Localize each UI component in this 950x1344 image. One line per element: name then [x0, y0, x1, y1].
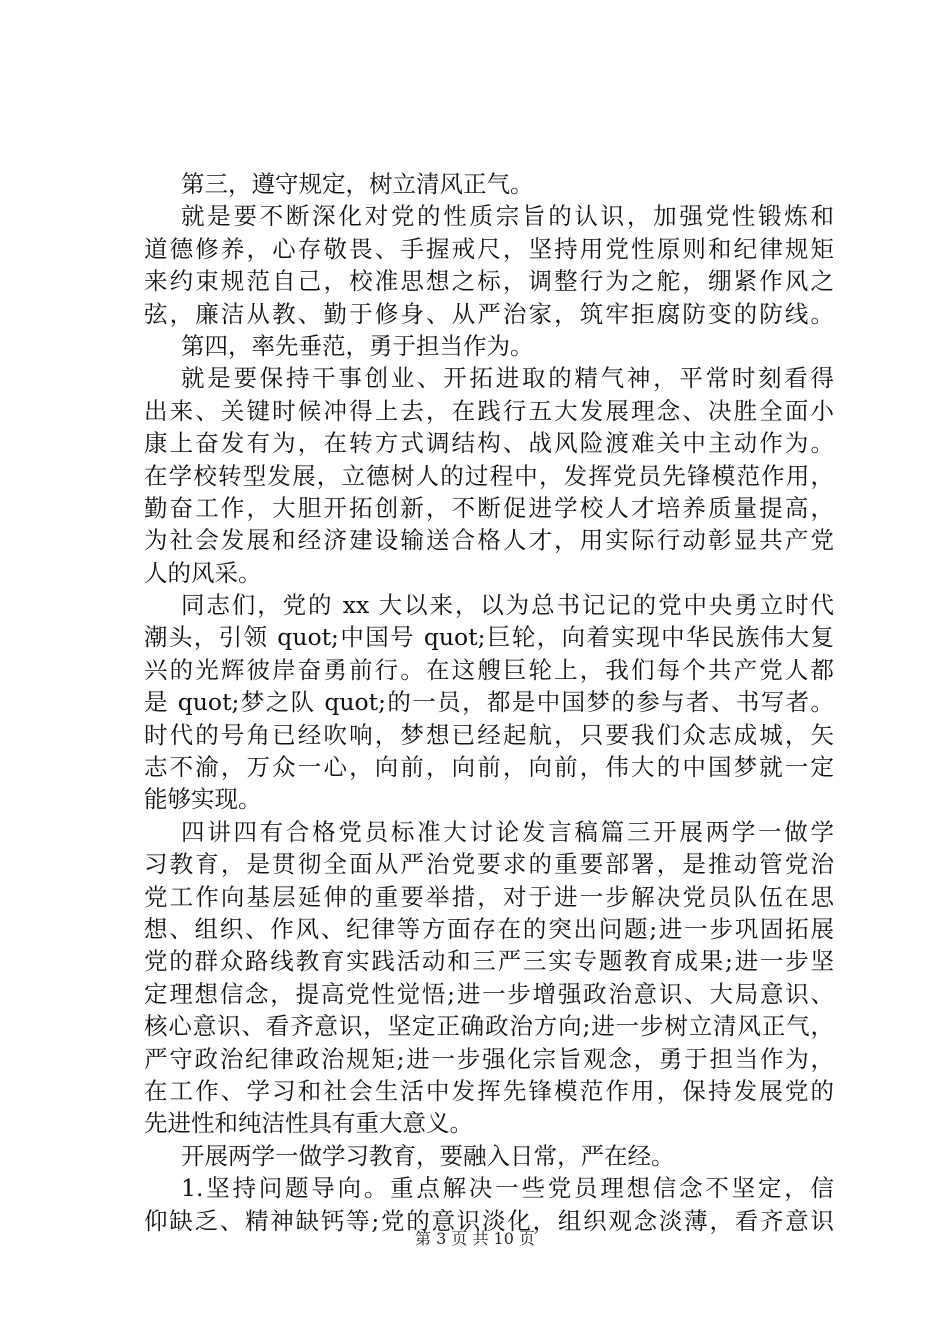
text-line: 党工作向基层延伸的重要举措，对于进一步解决党员队伍在思: [144, 882, 834, 911]
text-line: 勤奋工作，大胆开拓创新，不断促进学校人才培养质量提高，: [144, 493, 834, 522]
page-footer: 第 3 页 共 10 页: [415, 1229, 535, 1248]
text-line: 仰缺乏、精神缺钙等;党的意识淡化，组织观念淡薄，看齐意识: [144, 1206, 834, 1235]
text-line: 就是要不断深化对党的性质宗旨的认识，加强党性锻炼和: [181, 202, 834, 231]
text-line: 能够实现。: [144, 785, 262, 814]
text-line: 在工作、学习和社会生活中发挥先锋模范作用，保持发展党的: [144, 1076, 834, 1105]
text-line: 弦，廉洁从教、勤于修身、从严治家，筑牢拒腐防变的防线。: [144, 299, 834, 328]
text-line: 第三，遵守规定，树立清风正气。: [181, 170, 534, 198]
text-line: 想、组织、作风、纪律等方面存在的突出问题;进一步巩固拓展: [144, 914, 834, 943]
text-line: 先进性和纯洁性具有重大意义。: [144, 1109, 473, 1138]
text-line: 同志们，党的 xx 大以来，以为总书记记的党中央勇立时代: [181, 591, 834, 620]
text-line: 为社会发展和经济建设输送合格人才，用实际行动彰显共产党: [144, 526, 834, 555]
text-line: 来约束规范自己，校准思想之标，调整行为之舵，绷紧作风之: [144, 267, 834, 296]
text-line: 定理想信念，提高党性觉悟;进一步增强政治意识、大局意识、: [144, 979, 834, 1008]
text-line: 是 quot;梦之队 quot;的一员，都是中国梦的参与者、书写者。: [144, 688, 834, 717]
document-body: [144, 168, 834, 1237]
text-line: 四讲四有合格党员标准大讨论发言稿篇三开展两学一做学: [181, 817, 834, 846]
text-line: 康上奋发有为，在转方式调结构、战风险渡难关中主动作为。: [144, 429, 834, 458]
text-line: 兴的光辉彼岸奋勇前行。在这艘巨轮上，我们每个共产党人都: [144, 655, 834, 684]
text-line: 严守政治纪律政治规矩;进一步强化宗旨观念，勇于担当作为，: [144, 1044, 834, 1073]
text-line: 核心意识、看齐意识，坚定正确政治方向;进一步树立清风正气，: [144, 1012, 834, 1041]
text-line: 时代的号角已经吹响，梦想已经起航，只要我们众志成城，矢: [144, 720, 834, 749]
text-line: 1.坚持问题导向。重点解决一些党员理想信念不坚定，信: [181, 1174, 834, 1203]
text-line: 在学校转型发展，立德树人的过程中，发挥党员先锋模范作用，: [144, 461, 834, 490]
text-line: 习教育，是贯彻全面从严治党要求的重要部署，是推动管党治: [144, 850, 834, 879]
text-line: 开展两学一做学习教育，要融入日常，严在经。: [181, 1141, 675, 1170]
text-line: 人的风采。: [144, 558, 262, 587]
text-line: 出来、关键时候冲得上去，在践行五大发展理念、决胜全面小: [144, 396, 834, 425]
text-line: 党的群众路线教育实践活动和三严三实专题教育成果;进一步坚: [144, 947, 834, 976]
text-line: 道德修养，心存敬畏、手握戒尺，坚持用党性原则和纪律规矩: [144, 234, 834, 263]
text-line: 志不渝，万众一心，向前，向前，向前，伟大的中国梦就一定: [144, 753, 834, 782]
text-line: 潮头，引领 quot;中国号 quot;巨轮，向着实现中华民族伟大复: [144, 623, 834, 652]
text-line: 就是要保持干事创业、开拓进取的精气神，平常时刻看得: [181, 364, 834, 393]
text-line: 第四，率先垂范，勇于担当作为。: [181, 331, 534, 360]
